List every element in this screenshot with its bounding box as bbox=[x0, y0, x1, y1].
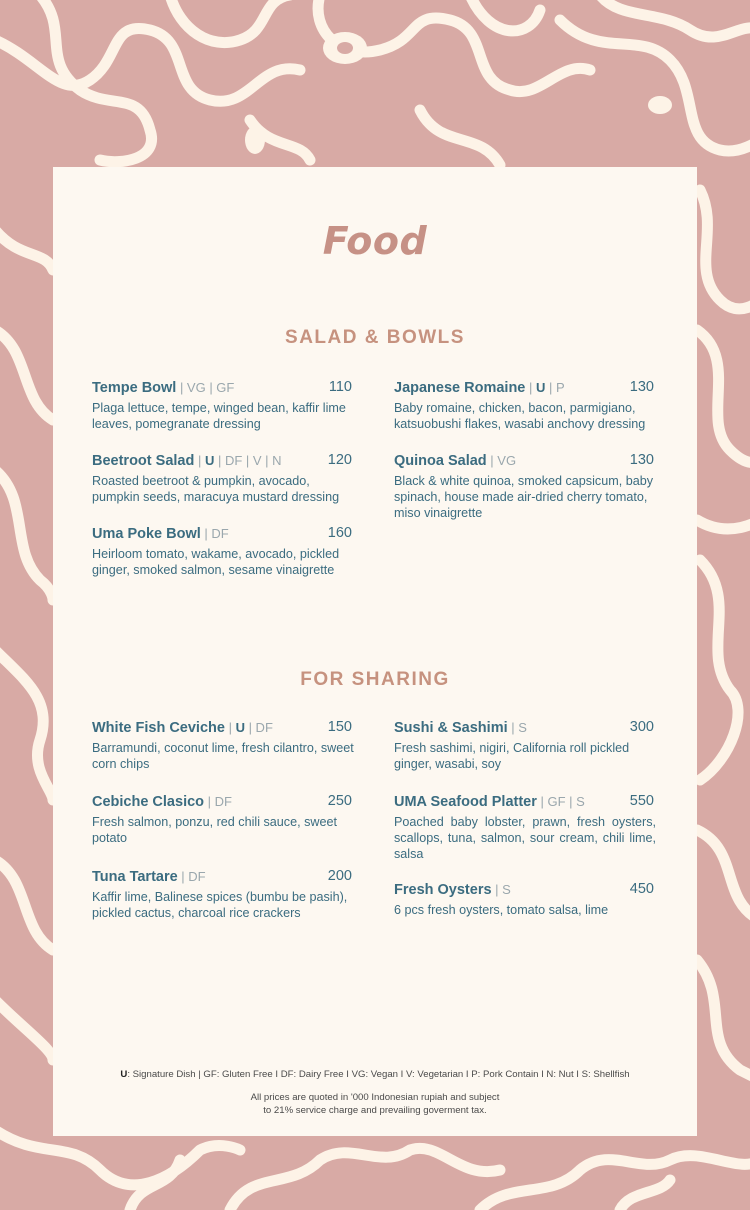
item-tags: | P bbox=[545, 380, 565, 395]
item-tags: | VG | GF bbox=[176, 380, 235, 395]
item-tags: | S bbox=[507, 720, 527, 735]
legend-text: : Signature Dish | GF: Gluten Free I DF: Dairy Free I VG: Vegan I V: Vegetarian I P: Pork Contain I N: Nut I S: Shellfish bbox=[127, 1069, 630, 1080]
signature-mark: U bbox=[235, 720, 245, 735]
item-description: Barramundi, coconut lime, fresh cilantro, sweet corn chips bbox=[92, 741, 354, 771]
item-name: Tempe Bowl bbox=[92, 380, 177, 396]
item-description: 6 pcs fresh oysters, tomato salsa, lime bbox=[394, 903, 609, 917]
price-note-line-1: All prices are quoted in '000 Indonesian rupiah and subject bbox=[250, 1092, 500, 1103]
item-price: 450 bbox=[629, 881, 654, 897]
item-name: Fresh Oysters bbox=[394, 882, 492, 898]
item-name: Japanese Romaine bbox=[394, 380, 526, 396]
item-price: 300 bbox=[629, 719, 654, 735]
item-price: 120 bbox=[327, 452, 352, 468]
menu-item bbox=[394, 793, 656, 862]
section-title-for-sharing: FOR SHARING bbox=[300, 669, 450, 690]
menu-item bbox=[92, 793, 354, 846]
menu-item: Japanese Romaine | U | P 130 Baby romaine, chicken, bacon, parmigiano, katsuobushi flakes, wasabi anchovy dressing bbox=[394, 379, 654, 431]
menu-card bbox=[53, 167, 697, 1136]
item-name: Cebiche Clasico bbox=[92, 794, 205, 810]
item-name: UMA Seafood Platter bbox=[394, 794, 537, 810]
item-price: 130 bbox=[629, 379, 654, 395]
item-description: Plaga lettuce, tempe, winged bean, kaffir lime leaves, pomegranate dressing bbox=[92, 401, 346, 431]
item-tags: | DF bbox=[200, 526, 229, 541]
item-description: Baby romaine, chicken, bacon, parmigiano, katsuobushi flakes, wasabi anchovy dressing bbox=[394, 401, 646, 431]
item-description: Fresh salmon, ponzu, red chili sauce, sweet potato bbox=[92, 815, 337, 845]
item-tags: | VG bbox=[486, 453, 517, 468]
menu-item bbox=[92, 868, 354, 921]
signature-mark: U bbox=[204, 453, 215, 468]
item-name: White Fish Ceviche bbox=[92, 720, 225, 736]
menu-item: Beetroot Salad | U | DF | V | N 120 Roasted beetroot & pumpkin, avocado, pumpkin seeds, maracuya mustard dressing bbox=[92, 452, 352, 504]
item-price: 130 bbox=[629, 452, 654, 468]
item-name: Tuna Tartare bbox=[92, 869, 178, 885]
section-title-salad-bowls: SALAD & BOWLS bbox=[285, 327, 465, 348]
item-description: Heirloom tomato, wakame, avocado, pickled ginger, smoked salmon, sesame vinaigrette bbox=[92, 547, 340, 577]
item-description: Roasted beetroot & pumpkin, avocado, pumpkin seeds, maracuya mustard dressing bbox=[92, 474, 340, 504]
menu-item: White Fish Ceviche | U | DF 150 Barramundi, coconut lime, fresh cilantro, sweet corn chips bbox=[92, 719, 354, 771]
menu-item bbox=[92, 525, 354, 578]
menu-item bbox=[394, 881, 656, 918]
item-tags: | GF | S bbox=[536, 794, 585, 809]
item-tags: | DF bbox=[244, 720, 273, 735]
item-description: Kaffir lime, Balinese spices (bumbu be pasih), pickled cactus, charcoal rice crackers bbox=[92, 890, 348, 920]
item-price: 160 bbox=[327, 525, 352, 541]
item-tags: | DF bbox=[204, 794, 232, 809]
item-tags: | S bbox=[491, 882, 511, 897]
item-tags: | DF | V | N bbox=[214, 453, 282, 468]
page-title: Food bbox=[322, 219, 428, 263]
menu-item bbox=[394, 719, 656, 772]
item-description: Fresh sashimi, nigiri, California roll pickled ginger, wasabi, soy bbox=[394, 741, 630, 771]
price-note bbox=[53, 1092, 697, 1117]
item-description: Black & white quinoa, smoked capsicum, baby spinach, house made air-dried cherry tomato, miso vinaigrette bbox=[394, 474, 654, 520]
item-price: 200 bbox=[327, 868, 352, 884]
item-price: 550 bbox=[629, 793, 654, 809]
legend-key: U bbox=[120, 1069, 128, 1080]
item-name: Sushi & Sashimi bbox=[394, 720, 508, 736]
item-price: 150 bbox=[327, 719, 352, 735]
signature-mark: U bbox=[535, 380, 546, 395]
menu-item bbox=[394, 452, 656, 521]
item-price: 250 bbox=[327, 793, 352, 809]
item-tags: | DF bbox=[177, 869, 206, 884]
item-name: Uma Poke Bowl bbox=[92, 526, 201, 542]
item-description: Poached baby lobster, prawn, fresh oysters, scallops, tuna, salmon, sour cream, chili lime, salsa bbox=[394, 815, 656, 861]
menu-item bbox=[92, 379, 354, 432]
item-name: Beetroot Salad bbox=[92, 453, 195, 469]
item-price: 110 bbox=[328, 379, 352, 395]
dietary-legend bbox=[53, 1069, 697, 1080]
item-name: Quinoa Salad bbox=[394, 453, 487, 469]
price-note-line-2: to 21% service charge and prevailing goverment tax. bbox=[263, 1104, 487, 1116]
